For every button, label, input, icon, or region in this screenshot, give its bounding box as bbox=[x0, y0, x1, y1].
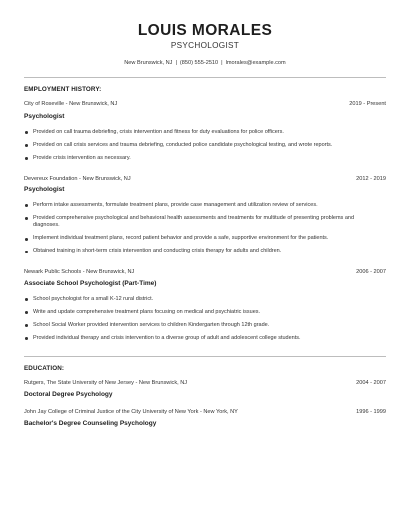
contact-line bbox=[0, 60, 410, 66]
job-bullet: Perform intake assessments, formulate treatment plans, provide case management and utilization review of services. bbox=[24, 202, 369, 210]
contact-email: lmorales@example.com bbox=[225, 60, 286, 66]
job-bullet: Provide crisis intervention as necessary. bbox=[24, 155, 369, 163]
job-bullet: Provided comprehensive psychological and behavioral health assessments and treatments for multitude of presenting problems and diagnoses. bbox=[24, 215, 369, 230]
candidate-name: LOUIS MORALES bbox=[137, 22, 273, 39]
job-bullets bbox=[24, 202, 369, 261]
job-employer-row bbox=[24, 269, 386, 275]
job-bullets bbox=[24, 129, 369, 168]
education-dates: 1996 - 1999 bbox=[356, 409, 386, 415]
candidate-title: PSYCHOLOGIST bbox=[170, 41, 240, 50]
section-divider bbox=[24, 77, 386, 78]
job-bullet: Obtained training in short-term crisis intervention and conducting crisis therapy for adults and children. bbox=[24, 248, 369, 256]
job-bullet: Provided individual therapy and crisis intervention to a diverse group of adult and adolescent college students. bbox=[24, 335, 369, 343]
job-bullet: School psychologist for a small K-12 rural district. bbox=[24, 296, 369, 304]
job-employer: Newark Public Schools - New Brunswick, NJ bbox=[24, 269, 135, 275]
education-school-row bbox=[24, 409, 386, 415]
job-role: Psychologist bbox=[24, 113, 65, 120]
education-school: John Jay College of Criminal Justice of the City University of New York - New York, NY bbox=[24, 409, 238, 415]
job-bullets bbox=[24, 296, 369, 348]
section-divider bbox=[24, 356, 386, 357]
job-employer-row bbox=[24, 101, 386, 107]
job-employer: City of Roseville - New Brunswick, NJ bbox=[24, 101, 118, 107]
job-bullet: Write and update comprehensive treatment plans focusing on medical and psychiatric issues. bbox=[24, 309, 369, 317]
job-bullet: Implement individual treatment plans, record patient behavior and provide a safe, supportive environment for the patients. bbox=[24, 235, 369, 243]
contact-separator: | bbox=[221, 60, 223, 66]
education-school: Rutgers, The State University of New Jersey - New Brunswick, NJ bbox=[24, 380, 188, 386]
job-bullet: School Social Worker provided intervention services to children Kindergarten through 12th grade. bbox=[24, 322, 369, 330]
job-role: Psychologist bbox=[24, 186, 65, 193]
contact-phone: (850) 555-2510 bbox=[179, 60, 219, 66]
education-degree: Bachelor's Degree Counseling Psychology bbox=[24, 420, 157, 427]
job-employer-row bbox=[24, 176, 386, 182]
employment-heading: EMPLOYMENT HISTORY: bbox=[24, 86, 102, 93]
job-bullet: Provided on call trauma debriefing, crisis intervention and fitness for duty evaluations for police officers. bbox=[24, 129, 369, 137]
job-dates: 2012 - 2019 bbox=[356, 176, 386, 182]
education-school-row bbox=[24, 380, 386, 386]
job-employer: Devereux Foundation - New Brunswick, NJ bbox=[24, 176, 131, 182]
education-dates: 2004 - 2007 bbox=[356, 380, 386, 386]
education-degree: Doctoral Degree Psychology bbox=[24, 391, 113, 398]
job-bullet: Provided on call crisis services and trauma debriefing, conducted police candidate psychological testing, and wrote reports. bbox=[24, 142, 369, 150]
contact-location: New Brunswick, NJ bbox=[124, 60, 173, 66]
job-role: Associate School Psychologist (Part-Time) bbox=[24, 280, 157, 287]
contact-separator: | bbox=[175, 60, 177, 66]
education-heading: EDUCATION: bbox=[24, 365, 65, 372]
job-dates: 2006 - 2007 bbox=[356, 269, 386, 275]
job-dates: 2019 - Present bbox=[349, 101, 386, 107]
